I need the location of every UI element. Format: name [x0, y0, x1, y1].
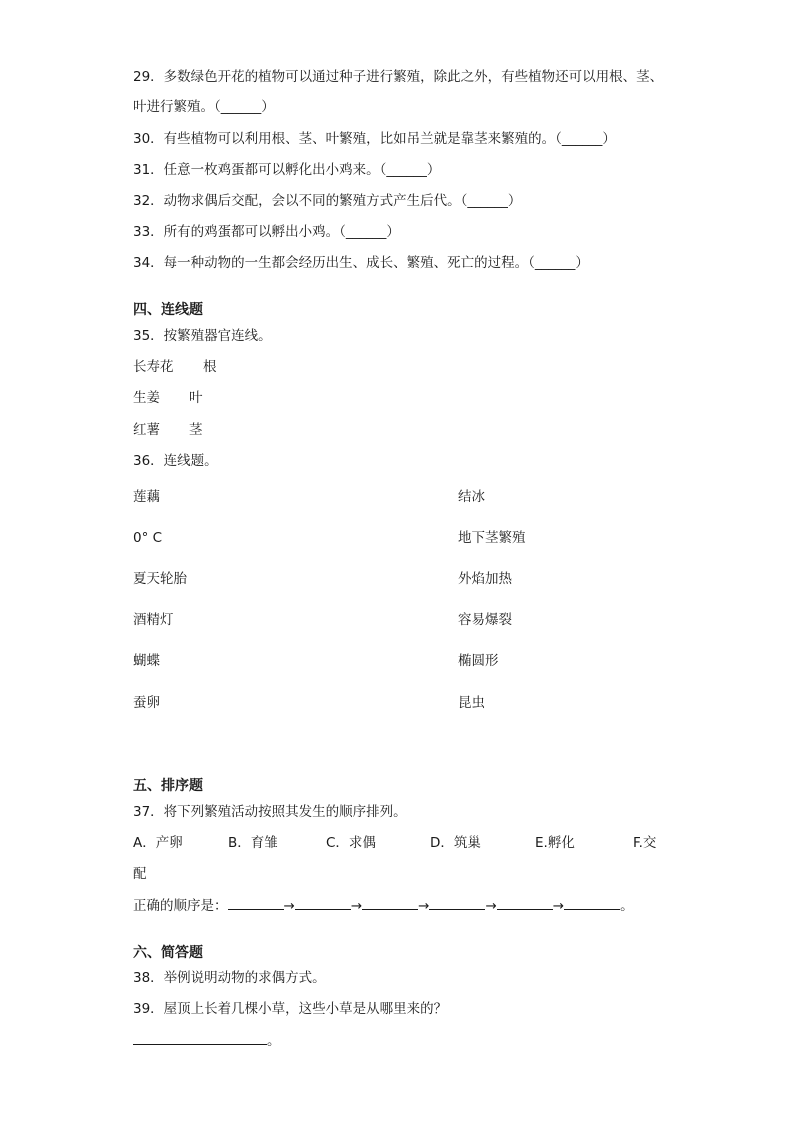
q36-left-item: 酒精灯 [133, 612, 174, 628]
q36-left-item: 蝴蝶 [133, 653, 160, 669]
q37-answer-label: 正确的顺序是： [133, 898, 228, 914]
section-heading-ordering: 五、排序题 [133, 778, 203, 794]
question-29-line2: 叶进行繁殖。（______） [133, 99, 275, 115]
period-mark: 。 [620, 898, 634, 914]
question-38: 38．举例说明动物的求偶方式。 [133, 970, 326, 986]
question-31: 31．任意一枚鸡蛋都可以孵化出小鸡来。（______） [133, 162, 441, 178]
answer-blank[interactable] [497, 897, 553, 910]
section-heading-short-answer: 六、简答题 [133, 945, 203, 961]
q37-option-wrap: 配 [133, 866, 147, 882]
answer-blank[interactable] [564, 897, 620, 910]
period-mark: 。 [267, 1033, 281, 1049]
question-33: 33．所有的鸡蛋都可以孵出小鸡。（______） [133, 224, 400, 240]
arrow-glyph: → [485, 898, 497, 914]
q36-left-item: 夏天轮胎 [133, 571, 187, 587]
q36-right-item: 结冰 [458, 489, 485, 505]
q36-right-item: 椭圆形 [458, 653, 499, 669]
q36-right-item: 容易爆裂 [458, 612, 512, 628]
q37-option: E.孵化 [535, 835, 575, 851]
answer-blank[interactable] [429, 897, 485, 910]
answer-blank[interactable] [362, 897, 418, 910]
q36-left-item: 蚕卵 [133, 695, 160, 711]
question-35: 35．按繁殖器官连线。 [133, 328, 272, 344]
q35-left-item: 长寿花 [133, 359, 174, 375]
q36-right-item: 昆虫 [458, 695, 485, 711]
question-36: 36．连线题。 [133, 453, 218, 469]
q36-right-item: 地下茎繁殖 [458, 530, 526, 546]
answer-blank[interactable] [133, 1032, 267, 1045]
q37-option: B．育雏 [228, 835, 278, 851]
arrow-glyph: → [418, 898, 430, 914]
arrow-glyph: → [283, 898, 295, 914]
q37-answer-line [133, 897, 634, 915]
q37-option: C．求偶 [326, 835, 376, 851]
q37-option: F.交 [633, 835, 657, 851]
q37-option: D．筑巢 [430, 835, 481, 851]
q35-left-item: 生姜 [133, 390, 160, 406]
q39-answer-line [133, 1032, 281, 1050]
question-29-line1: 29．多数绿色开花的植物可以通过种子进行繁殖，除此之外，有些植物还可以用根、茎、 [133, 69, 664, 85]
q35-right-item: 茎 [189, 422, 203, 438]
question-37: 37．将下列繁殖活动按照其发生的顺序排列。 [133, 804, 407, 820]
q36-left-item: 莲藕 [133, 489, 160, 505]
section-heading-matching: 四、连线题 [133, 302, 203, 318]
q37-option: A．产卵 [133, 835, 183, 851]
answer-blank[interactable] [228, 897, 284, 910]
answer-blank[interactable] [295, 897, 351, 910]
q35-right-item: 根 [203, 359, 217, 375]
q36-right-item: 外焰加热 [458, 571, 512, 587]
q36-left-item: 0° C [133, 530, 163, 546]
arrow-glyph: → [350, 898, 363, 914]
q35-left-item: 红薯 [133, 422, 160, 438]
question-39: 39．屋顶上长着几棵小草，这些小草是从哪里来的？ [133, 1001, 448, 1017]
question-32: 32．动物求偶后交配，会以不同的繁殖方式产生后代。（______） [133, 193, 522, 209]
question-30: 30．有些植物可以利用根、茎、叶繁殖，比如吊兰就是靠茎来繁殖的。（______） [133, 131, 616, 147]
arrow-glyph: → [552, 898, 565, 914]
question-34: 34．每一种动物的一生都会经历出生、成长、繁殖、死亡的过程。（______） [133, 255, 589, 271]
q35-right-item: 叶 [189, 390, 203, 406]
